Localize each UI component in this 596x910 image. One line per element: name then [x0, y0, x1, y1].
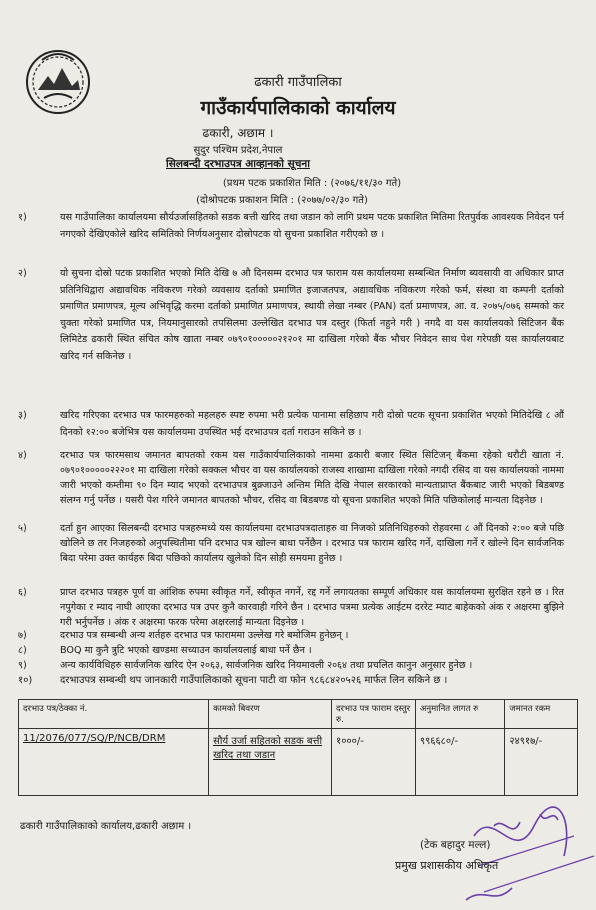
paragraph-10: [18, 673, 564, 690]
paragraph-number: ५): [18, 523, 27, 534]
paragraph-number: ६): [18, 587, 27, 598]
paragraph-number: ७): [18, 630, 27, 641]
paragraph-2: [18, 266, 564, 365]
paragraph-text: यस गाउँपालिका कार्यालयमा सौर्यउर्जासहितको सडक बत्ती खरिद तथा जडान को लागि प्रथम पटक प्रकाशित मितिमा रितपुर्वक आवश्यक निवेदन पर्न नगएको देखिएकोले खरिद समितिको निर्णयअनुसार दोस्रोपटक यो सुचना प्रकाशित गरीएको छ ।: [60, 212, 565, 240]
paragraph-text: BOQ मा कुनै त्रुटि भएको खण्डमा सच्याउन कार्यालयलाई बाधा पर्ने छैन ।: [60, 645, 312, 656]
second-publish-date: (दोश्रोपटक प्रकाशन मिति : (२०७७/०२/३० गते): [196, 195, 368, 206]
column-header-estimated-cost: अनुमानित लागत रु: [415, 700, 504, 729]
paragraph-number: १): [18, 212, 27, 223]
paragraph-number: १०): [18, 675, 33, 686]
cell-contract-no: 11/2076/077/SQ/P/NCB/DRM: [19, 729, 209, 796]
paragraph-1: [18, 210, 565, 243]
cell-bid-security: २४९१७/-: [505, 729, 578, 796]
paragraph-number: ३): [18, 410, 27, 421]
tender-table: [18, 699, 578, 796]
office-name: ढकारी गाउँपालिका: [254, 75, 342, 90]
paragraph-text: खरिद गरिएका दरभाउ पत्र फारमहरुको महलहरु स्पष्ट रुपमा भरी प्रत्येक पानामा सहिछाप गरी दोस्रो पटक सूचना प्रकाशित भएको मितिदेखि ८ औं दिनको १२:०० बजेभित्र यस कार्यालयमा उपस्थित भई दरभाउपत्र दर्ता गराउन सकिने छ ।: [60, 410, 564, 438]
paragraph-4: [18, 448, 564, 508]
paragraph-number: ४): [18, 450, 27, 461]
notice-title: सिलबन्दी दरभाउपत्र आव्हानको सूचना: [166, 158, 310, 170]
column-header-bid-security: जमानत रकम: [505, 700, 578, 729]
column-header-form-fee: दरभाउ पत्र फाराम दस्तुर रु.: [332, 700, 416, 729]
paragraph-number: ८): [18, 645, 27, 656]
paragraph-text: दरभाउ पत्र फारमसाथ जमानत बापतको रकम यस गाउँकार्यपालिकाको नाममा ढकारी बजार स्थित सिटिजन् बैंकमा रहेको धरौटी खाता नं. ०७९०१०००००२२२०१ मा दाखिला गरेको सक्कल भौचर वा यस कार्यालयको राजस्व शाखामा दाखिला गरेको नगदी रसिद वा यस कार्यालयको नाममा जारी भएको कम्तीमा ९० दिन म्याद भएको दरभाउपत्र बुक्र्जाउने अन्तिम मिति देखि नेपाल सरकारको मान्यताप्राप्त बैंकबाट जारी भएको बिडबण्ड संलग्न गर्नु पर्नेछ । यसरी पेश गरिने जमानत बापतको भौचर, रसिद वा बिडबण्ड यो सूचना प्रकाशित भएको मिति पछिकोलाई मान्यता दिइनेछ ।: [60, 450, 564, 506]
paragraph-3: [18, 408, 564, 441]
footer-office-line: ढकारी गाउँपालिकाको कार्यालय,ढकारी अछाम ।: [20, 821, 192, 832]
column-header-contract-no: दरभाउ पत्र/ठेक्का नं.: [19, 700, 209, 729]
paragraph-number: ९): [18, 660, 27, 671]
paragraph-text: दरभाउपत्र सम्बन्धी थप जानकारी गाउँपालिकाको सूचना पाटी वा फोन ९८६८४२०५२६ मार्फत लिन सकिने छ ।: [60, 675, 448, 686]
signatory-title: प्रमुख प्रशासकीय अधिकृत: [395, 859, 499, 872]
paragraph-5: [18, 521, 564, 566]
cell-estimated-cost: ९९६६८०/-: [415, 729, 504, 796]
paragraph-text: दरभाउ पत्र सम्बन्धी अन्य शर्तहरु दरभाउ पत्र फाराममा उल्लेख गरे बमोजिम हुनेछन् ।: [60, 630, 349, 641]
paragraph-text: अन्य कार्यविधिहरु सार्वजनिक खरिद ऐन २०६३, सार्वजनिक खरिद नियमावली २०६४ तथा प्रचलित कानुन अनुसार हुनेछ ।: [60, 660, 473, 671]
province-line: सुदुर पश्चिम प्रदेश,नेपाल: [193, 145, 283, 156]
paragraph-number: २): [18, 268, 27, 279]
paragraph-text: प्राप्त दरभाउ पत्रहरु पूर्ण वा आंशिक रुपमा स्वीकृत गर्ने, स्वीकृत नगर्ने, रद्द गर्ने लगायतका सम्पूर्ण अधिकार यस कार्यालयमा सुरक्षित रहने छ । रित नपुगेका र म्याद नाघी आएका दरभाउ पत्र उपर कुनै कारवाही गरिने छैन । दरभाउ पत्रमा प्रत्येक आईटम दररेट म्याट बाहेकको अंक र अक्षरमा बुझिने गरी भर्नुपर्नेछ । अंक र अक्षरमा फरक परेमा अक्षरलाई मान्यता दिइनेछ ।: [60, 587, 564, 628]
cell-description: सौर्य उर्जा सहितको सडक बत्ती खरिद तथा जडान: [209, 729, 332, 796]
paragraph-text: दर्ता हुन आएका सिलबन्दी दरभाउ पत्रहरुमध्ये यस कार्यालयमा दरभाउपत्रदाताहरु वा निजको प्रतिनिधिहरुको रोहवरमा ८ औं दिनको २:०० बजे पछि खोलिने छ तर निजहरुको अनुपस्थितीमा पनि दरभाउ पत्र खोल्न बाधा पर्नेछैन । दरभाउ पत्र फाराम खरिद गर्ने, दाखिला गर्ने र खोल्ने दिन सार्वजनिक बिदा परेमा उक्त कार्यहरु बिदा पछिको कार्यालय खुलेको दिन सोही समयमा हुनेछ ।: [60, 523, 564, 564]
cell-form-fee: १०००/-: [332, 729, 416, 796]
column-header-description: कामको बिवरण: [209, 700, 332, 729]
paragraph-6: [18, 585, 564, 630]
signatory-name: (टेक बहादुर मल्ल): [420, 839, 491, 851]
official-stamp-signature: [454, 796, 596, 910]
paragraph-text: यो सुचना दोस्रो पटक प्रकाशित भएको मिति देखि ७ औ दिनसम्म दरभाउ पत्र फाराम यस कार्यालयमा सम्बन्धित निर्माण ब्यवसायी वा अधिकार प्राप्त प्रतिनिधिद्वारा अद्यावधिक नविकरण गरेको व्यवसाय दर्ताको प्रमाणित इजाजतपत्र, अद्यावधिक नविकरण गरेको फर्म, संस्था वा कम्पनी दर्ताको प्रमाणित प्रमाणपत्र, मूल्य अभिवृद्धि करमा दर्ताको प्रमाणित प्रमाणपत्र, स्थायी लेखा नम्बर (PAN) दर्ता प्रमाणपत्र, आ. व. २०७५/०७६ सम्मको कर चुक्ता गरेको प्रमाणित पत्र, नियमानुसारको तपसिलमा उल्लेखित दरभाउ पत्र दस्तुर (फिर्ता नहुने गरी ) नगदै वा यस कार्यालयको सिटिजन बैंक लिमिटेड ढकारी स्थित संचित कोष खाता नम्बर ०७९०१०००००२१२०१ मा दाखिला गरेको बैंक भौचर निवेदन साथ पेश गरेपछी यस कार्यालयबाट खरिद गर्न सकिनेछ ।: [60, 268, 564, 362]
table-row: [19, 729, 578, 796]
office-title: गाउँकार्यपालिकाको कार्यालय: [200, 97, 396, 119]
office-address: ढकारी, अछाम ।: [202, 126, 274, 140]
table-header-row: [19, 700, 578, 729]
first-publish-date: (प्रथम पटक प्रकाशित मिति : (२०७६/११/३० गते): [222, 178, 402, 189]
